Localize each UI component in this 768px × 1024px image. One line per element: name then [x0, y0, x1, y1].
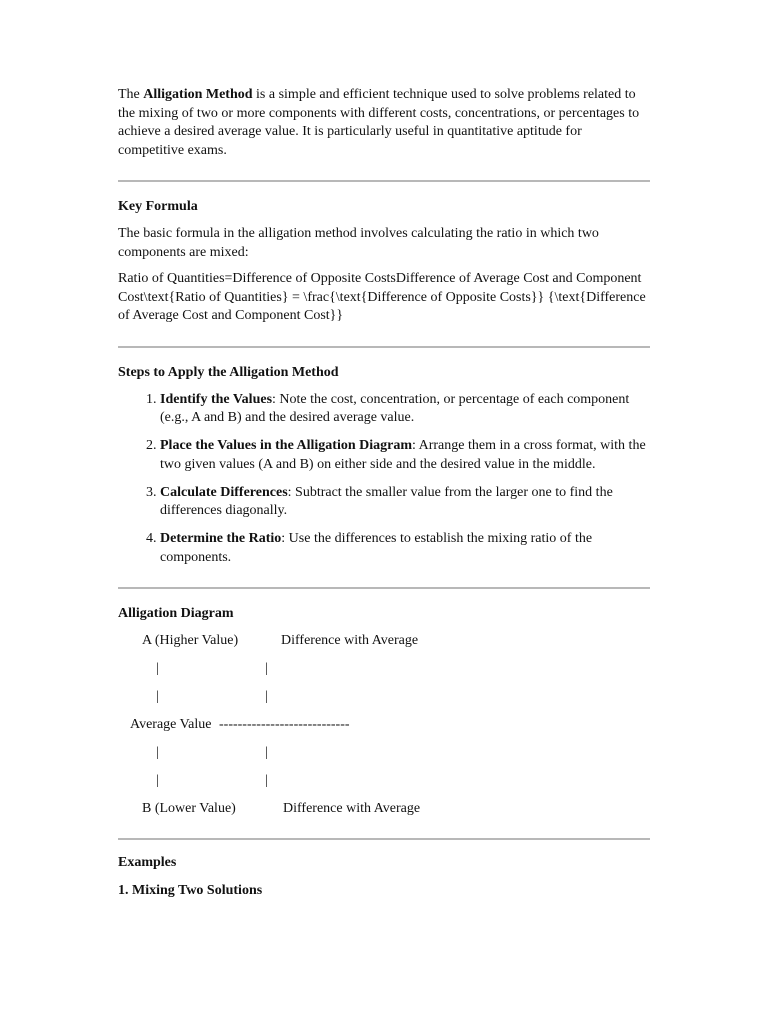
alligation-diagram — [118, 632, 650, 830]
step-title: Determine the Ratio — [160, 531, 282, 546]
diagram-bar: | — [265, 745, 268, 760]
step-text: : Subtract the smaller value from the larger one to find the differences diagonally. — [160, 484, 613, 518]
diagram-bottom-left: B (Lower Value) — [142, 801, 236, 816]
steps-list — [118, 391, 650, 568]
intro-paragraph — [118, 86, 650, 160]
step-title: Place the Values in the Alligation Diagram — [160, 438, 412, 453]
section-divider — [118, 180, 650, 182]
step-item — [160, 530, 650, 567]
key-formula-text: Ratio of Quantities=Difference of Opposite CostsDifference of Average Cost and Component Cost\text{Ratio of Quantities} = \frac{\text{Difference of Opposite Costs}} {\text{Difference of Average Cost and Component Cost}} — [118, 271, 646, 323]
intro-rest: is a simple and efficient technique used to solve problems related to the mixing of two or more components with different costs, concentrations, or percentages to achieve a desired average value. It is particularly useful in quantitative aptitude for competitive exams. — [118, 87, 640, 158]
step-text: : Use the differences to establish the mixing ratio of the components. — [160, 531, 593, 565]
diagram-middle-label: Average Value — [130, 717, 212, 732]
diagram-bar: | — [265, 773, 268, 788]
step-text: : Arrange them in a cross format, with the two given values (A and B) on either side and the desired value in the middle. — [160, 438, 646, 472]
diagram-top-right: Difference with Average — [281, 633, 419, 648]
step-item — [160, 391, 650, 428]
diagram-middle-line: ---------------------------- — [219, 717, 350, 732]
diagram-bar: | — [156, 745, 159, 760]
section-divider — [118, 587, 650, 589]
intro-lead: The — [118, 87, 144, 102]
step-text: : Note the cost, concentration, or percentage of each component (e.g., A and B) and the desired average value. — [160, 391, 630, 425]
key-formula-heading: Key Formula — [118, 199, 198, 214]
diagram-top-left: A (Higher Value) — [142, 633, 239, 648]
diagram-bar: | — [156, 689, 159, 704]
diagram-bar: | — [265, 689, 268, 704]
step-item — [160, 484, 650, 521]
section-divider — [118, 346, 650, 348]
step-title: Identify the Values — [160, 391, 273, 407]
key-formula-description: The basic formula in the alligation method involves calculating the ratio in which two components are mixed: — [118, 226, 599, 260]
document-content — [118, 86, 650, 900]
diagram-heading: Alligation Diagram — [118, 606, 234, 621]
example-subheading: 1. Mixing Two Solutions — [118, 883, 263, 898]
diagram-bottom-right: Difference with Average — [283, 801, 421, 816]
diagram-bar: | — [156, 773, 159, 788]
examples-heading: Examples — [118, 855, 177, 870]
step-item — [160, 437, 650, 474]
diagram-bar: | — [156, 661, 159, 676]
section-divider — [118, 838, 650, 840]
diagram-bar: | — [265, 661, 268, 676]
steps-heading: Steps to Apply the Alligation Method — [118, 364, 339, 380]
intro-term: Alligation Method — [143, 87, 253, 102]
step-title: Calculate Differences — [160, 484, 288, 500]
